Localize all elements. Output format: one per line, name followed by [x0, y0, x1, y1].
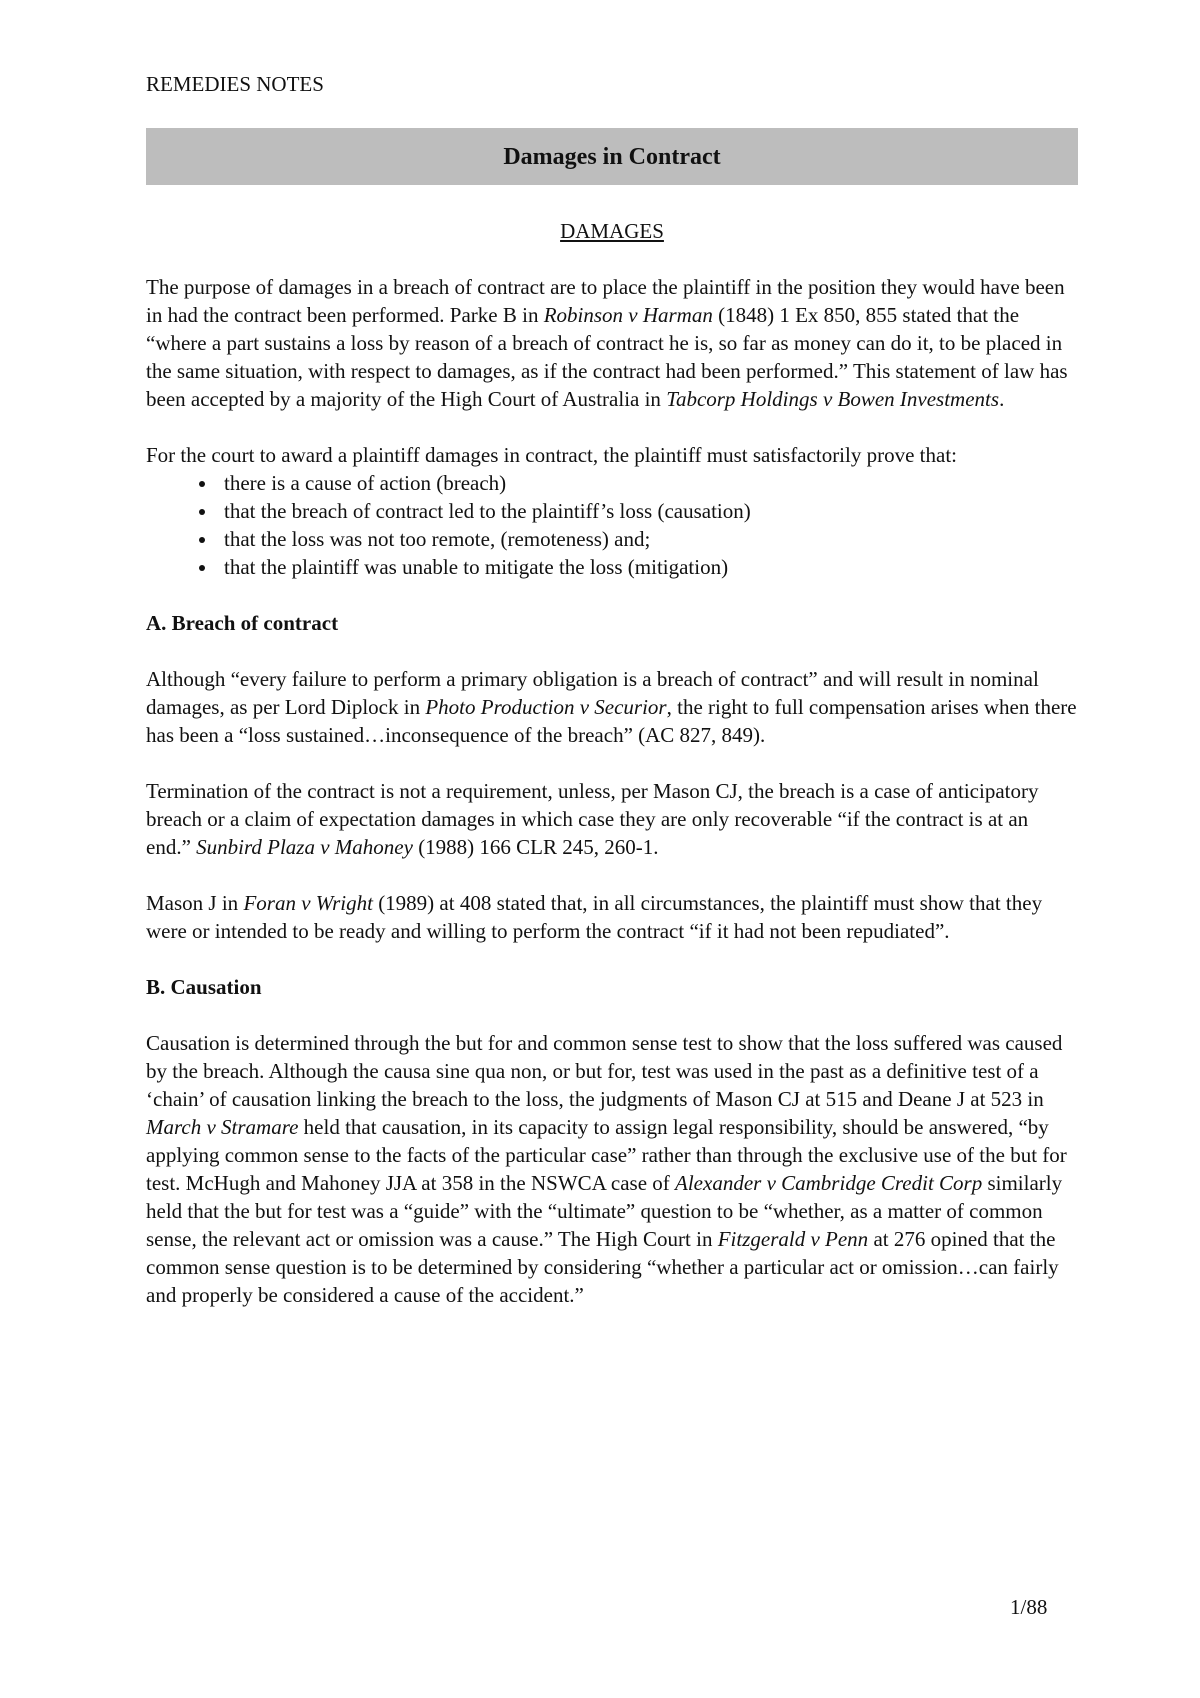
heading-causation: B. Causation	[146, 975, 262, 999]
case-name: Fitzgerald v Penn	[717, 1227, 869, 1251]
chapter-title-band	[146, 128, 1078, 185]
list-item: • that the loss was not too remote, (remoteness) and;	[218, 525, 1078, 553]
section-heading: DAMAGES	[560, 219, 664, 243]
list-item: • that the breach of contract led to the plaintiff’s loss (causation)	[218, 497, 1078, 525]
case-name: Tabcorp Holdings v Bowen Investments	[666, 387, 1000, 411]
paragraph-requirements-intro: For the court to award a plaintiff damages in contract, the plaintiff must satisfactorily prove that:	[146, 443, 957, 467]
requirements-list	[146, 469, 1078, 581]
case-name: Sunbird Plaza v Mahoney	[196, 835, 413, 859]
case-name: Foran v Wright	[243, 891, 373, 915]
case-name: Robinson v Harman	[543, 303, 713, 327]
paragraph-purpose: The purpose of damages in a breach of contract are to place the plaintiff in the position they would have been in had the contract been performed. Parke B in Robinson v Harman (1848) 1 Ex 850, 855 stated that the “where a part sustains a loss by reason of a breach of contract he is, so far as money can do it, to be placed in the same situation, with respect to damages, as if the contract had been performed.” This statement of law has been accepted by a majority of the High Court of Australia in Tabcorp Holdings v Bowen Investments.	[146, 275, 1068, 411]
case-name: Photo Production v Securior	[425, 695, 667, 719]
list-item: • there is a cause of action (breach)	[218, 469, 1078, 497]
running-header: REMEDIES NOTES	[146, 72, 324, 96]
list-item: • that the plaintiff was unable to mitigate the loss (mitigation)	[218, 553, 1078, 581]
paragraph-breach-3: Mason J in Foran v Wright (1989) at 408 stated that, in all circumstances, the plaintiff must show that they were or intended to be ready and willing to perform the contract “if it had not been repudiated”.	[146, 891, 1043, 943]
case-name: Alexander v Cambridge Credit Corp	[675, 1171, 983, 1195]
page-number: 1/88	[1010, 1595, 1048, 1619]
case-name: March v Stramare	[146, 1115, 299, 1139]
paragraph-breach-2: Termination of the contract is not a requirement, unless, per Mason CJ, the breach is a case of anticipatory breach or a claim of expectation damages in which case they are only recoverable “if the contract is at an end.” Sunbird Plaza v Mahoney (1988) 166 CLR 245, 260-1.	[146, 779, 1039, 859]
paragraph-causation: Causation is determined through the but for and common sense test to show that the loss suffered was caused by the breach. Although the causa sine qua non, or but for, test was used in the past as a definitive test of a ‘chain’ of causation linking the breach to the loss, the judgments of Mason CJ at 515 and Deane J at 523 in March v Stramare held that causation, in its capacity to assign legal responsibility, should be answered, “by applying common sense to the facts of the particular case” rather than through the exclusive use of the but for test. McHugh and Mahoney JJA at 358 in the NSWCA case of Alexander v Cambridge Credit Corp similarly held that the but for test was a “guide” with the “ultimate” question to be “whether, as a matter of common sense, the relevant act or omission was a cause.” The High Court in Fitzgerald v Penn at 276 opined that the common sense question is to be determined by considering “whether a particular act or omission…can fairly and properly be considered a cause of the accident.”	[146, 1031, 1067, 1307]
chapter-title: Damages in Contract	[503, 143, 721, 170]
document-page	[146, 70, 1078, 1337]
heading-breach: A. Breach of contract	[146, 611, 339, 635]
paragraph-breach-1: Although “every failure to perform a primary obligation is a breach of contract” and will result in nominal damages, as per Lord Diplock in Photo Production v Securior, the right to full compensation arises when there has been a “loss sustained…inconsequence of the breach” (AC 827, 849).	[146, 667, 1077, 747]
